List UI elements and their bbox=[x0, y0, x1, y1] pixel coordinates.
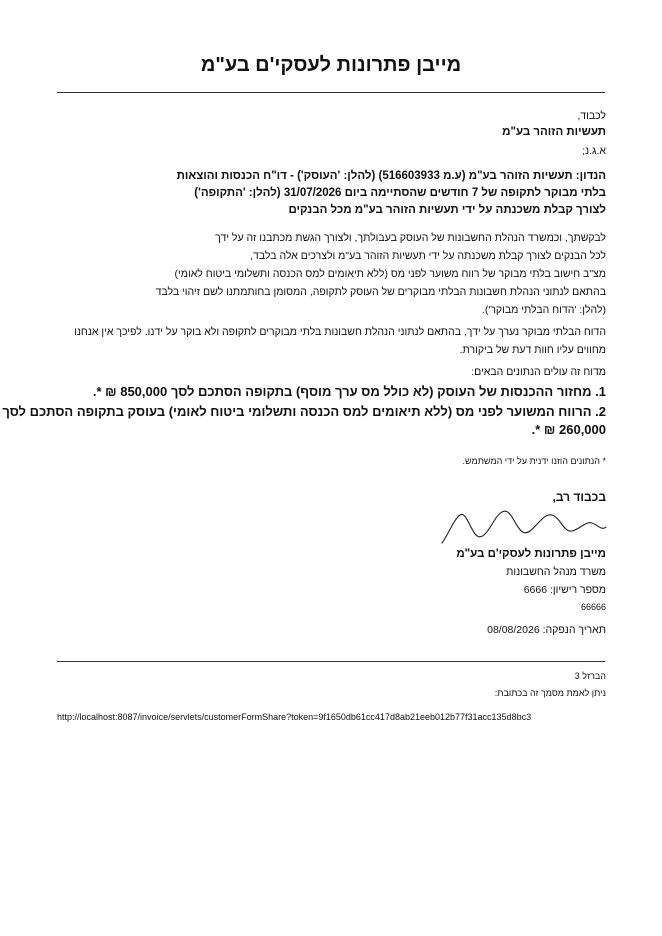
verify-url[interactable]: http://localhost:8087/invoice/servlets/customerFormShare?token=9f1650db61cc417d8ab21eeb012b77f31acc135d8bc3 bbox=[57, 712, 532, 722]
body-line: לבקשתך, וכמשרד הנהלת החשבונות של העוסק בעבולתך, ולצורך הגשת מכתבנו זה על ידך bbox=[215, 232, 606, 244]
verify-label: ניתן לאמת מסמך זה בכתובת: bbox=[494, 688, 606, 698]
subject-line: לצורך קבלת משכנתה על ידי תעשיות הזוהר בע"מ מכל הבנקים bbox=[288, 204, 606, 216]
closing-greeting: בכבוד רב, bbox=[552, 490, 606, 504]
firm-office: משרד מנהל החשבונות bbox=[506, 566, 606, 578]
body-line: מחווים עליו חוות דעת של ביקורת. bbox=[459, 344, 606, 356]
body-line: (להלן: 'הדוח הבלתי מבוקר'). bbox=[481, 304, 606, 316]
body-line: הדוח הבלתי מבוקר נערך על ידך, בהתאם לנתוני הנהלת חשבונות בלתי מבוקרים לתקופה ולא בוקר על ידנו. לפיכך אין אנחנו bbox=[74, 326, 606, 338]
footer-attachment: הברזל 3 bbox=[574, 671, 606, 681]
recipient-greeting: לכבוד, bbox=[577, 110, 606, 122]
page-title: מייבן פתרונות לעסקי'ם בע"מ bbox=[200, 54, 462, 76]
data-intro: מדוח זה עולים הנתונים הבאים: bbox=[471, 366, 606, 378]
body-line: מצ"ב חישוב בלתי מבוקר של רווח משוער לפני מס (ללא תיאומים למס הכנסה ותשלומי ביטוח לאומי) bbox=[174, 268, 606, 280]
body-line: בהתאם לנתוני הנהלת חשבונות הבלתי מבוקרים של העוסק לתקופה, המסומן בחותמתנו לשם זיהוי בלבד bbox=[155, 286, 606, 298]
footnote: * הנתונים הוזנו ידנית על ידי המשתמש. bbox=[462, 456, 606, 466]
profit-item: 2. הרווח המשוער לפני מס (ללא תיאומים למס הכנסה ותשלומי ביטוח לאומי) בעוסק בתקופה הסתכם לסך bbox=[2, 404, 606, 419]
revenue-item: 1. מחזור ההכנסות של העוסק (לא כולל מס ערך מוסף) בתקופה הסתכם לסך 850,000 ₪ *. bbox=[92, 384, 606, 399]
subject-line: בלתי מבוקר לתקופה של 7 חודשים שהסתיימה ביום 31/07/2026 (להלן: 'התקופה') bbox=[194, 187, 606, 199]
profit-item-amount: 260,000 ₪ *. bbox=[531, 422, 606, 437]
handwritten-signature bbox=[440, 505, 608, 547]
license-number: מספר רישיון: 6666 bbox=[523, 584, 606, 596]
firm-name: מייבן פתרונות לעסקי'ם בע"מ bbox=[456, 548, 606, 560]
header-divider bbox=[57, 92, 605, 93]
recipient-attention: א.ג.נ; bbox=[582, 145, 606, 157]
subject-line: הנדון: תעשיות הזוהר בע"מ (ע.מ 516603933) (להלן: 'העוסק') - דו"ח הכנסות והוצאות bbox=[176, 170, 606, 182]
body-line: לכל הבנקים לצורך קבלת משכנתה על ידי תעשיות הזוהר בע"מ ולצרכים אלה בלבד, bbox=[250, 250, 606, 262]
recipient-name: תעשיות הזוהר בע"מ bbox=[502, 126, 606, 138]
license-code: 66666 bbox=[580, 602, 606, 612]
issue-date: תאריך הנפקה: 08/08/2026 bbox=[487, 624, 606, 636]
footer-divider bbox=[57, 661, 605, 662]
